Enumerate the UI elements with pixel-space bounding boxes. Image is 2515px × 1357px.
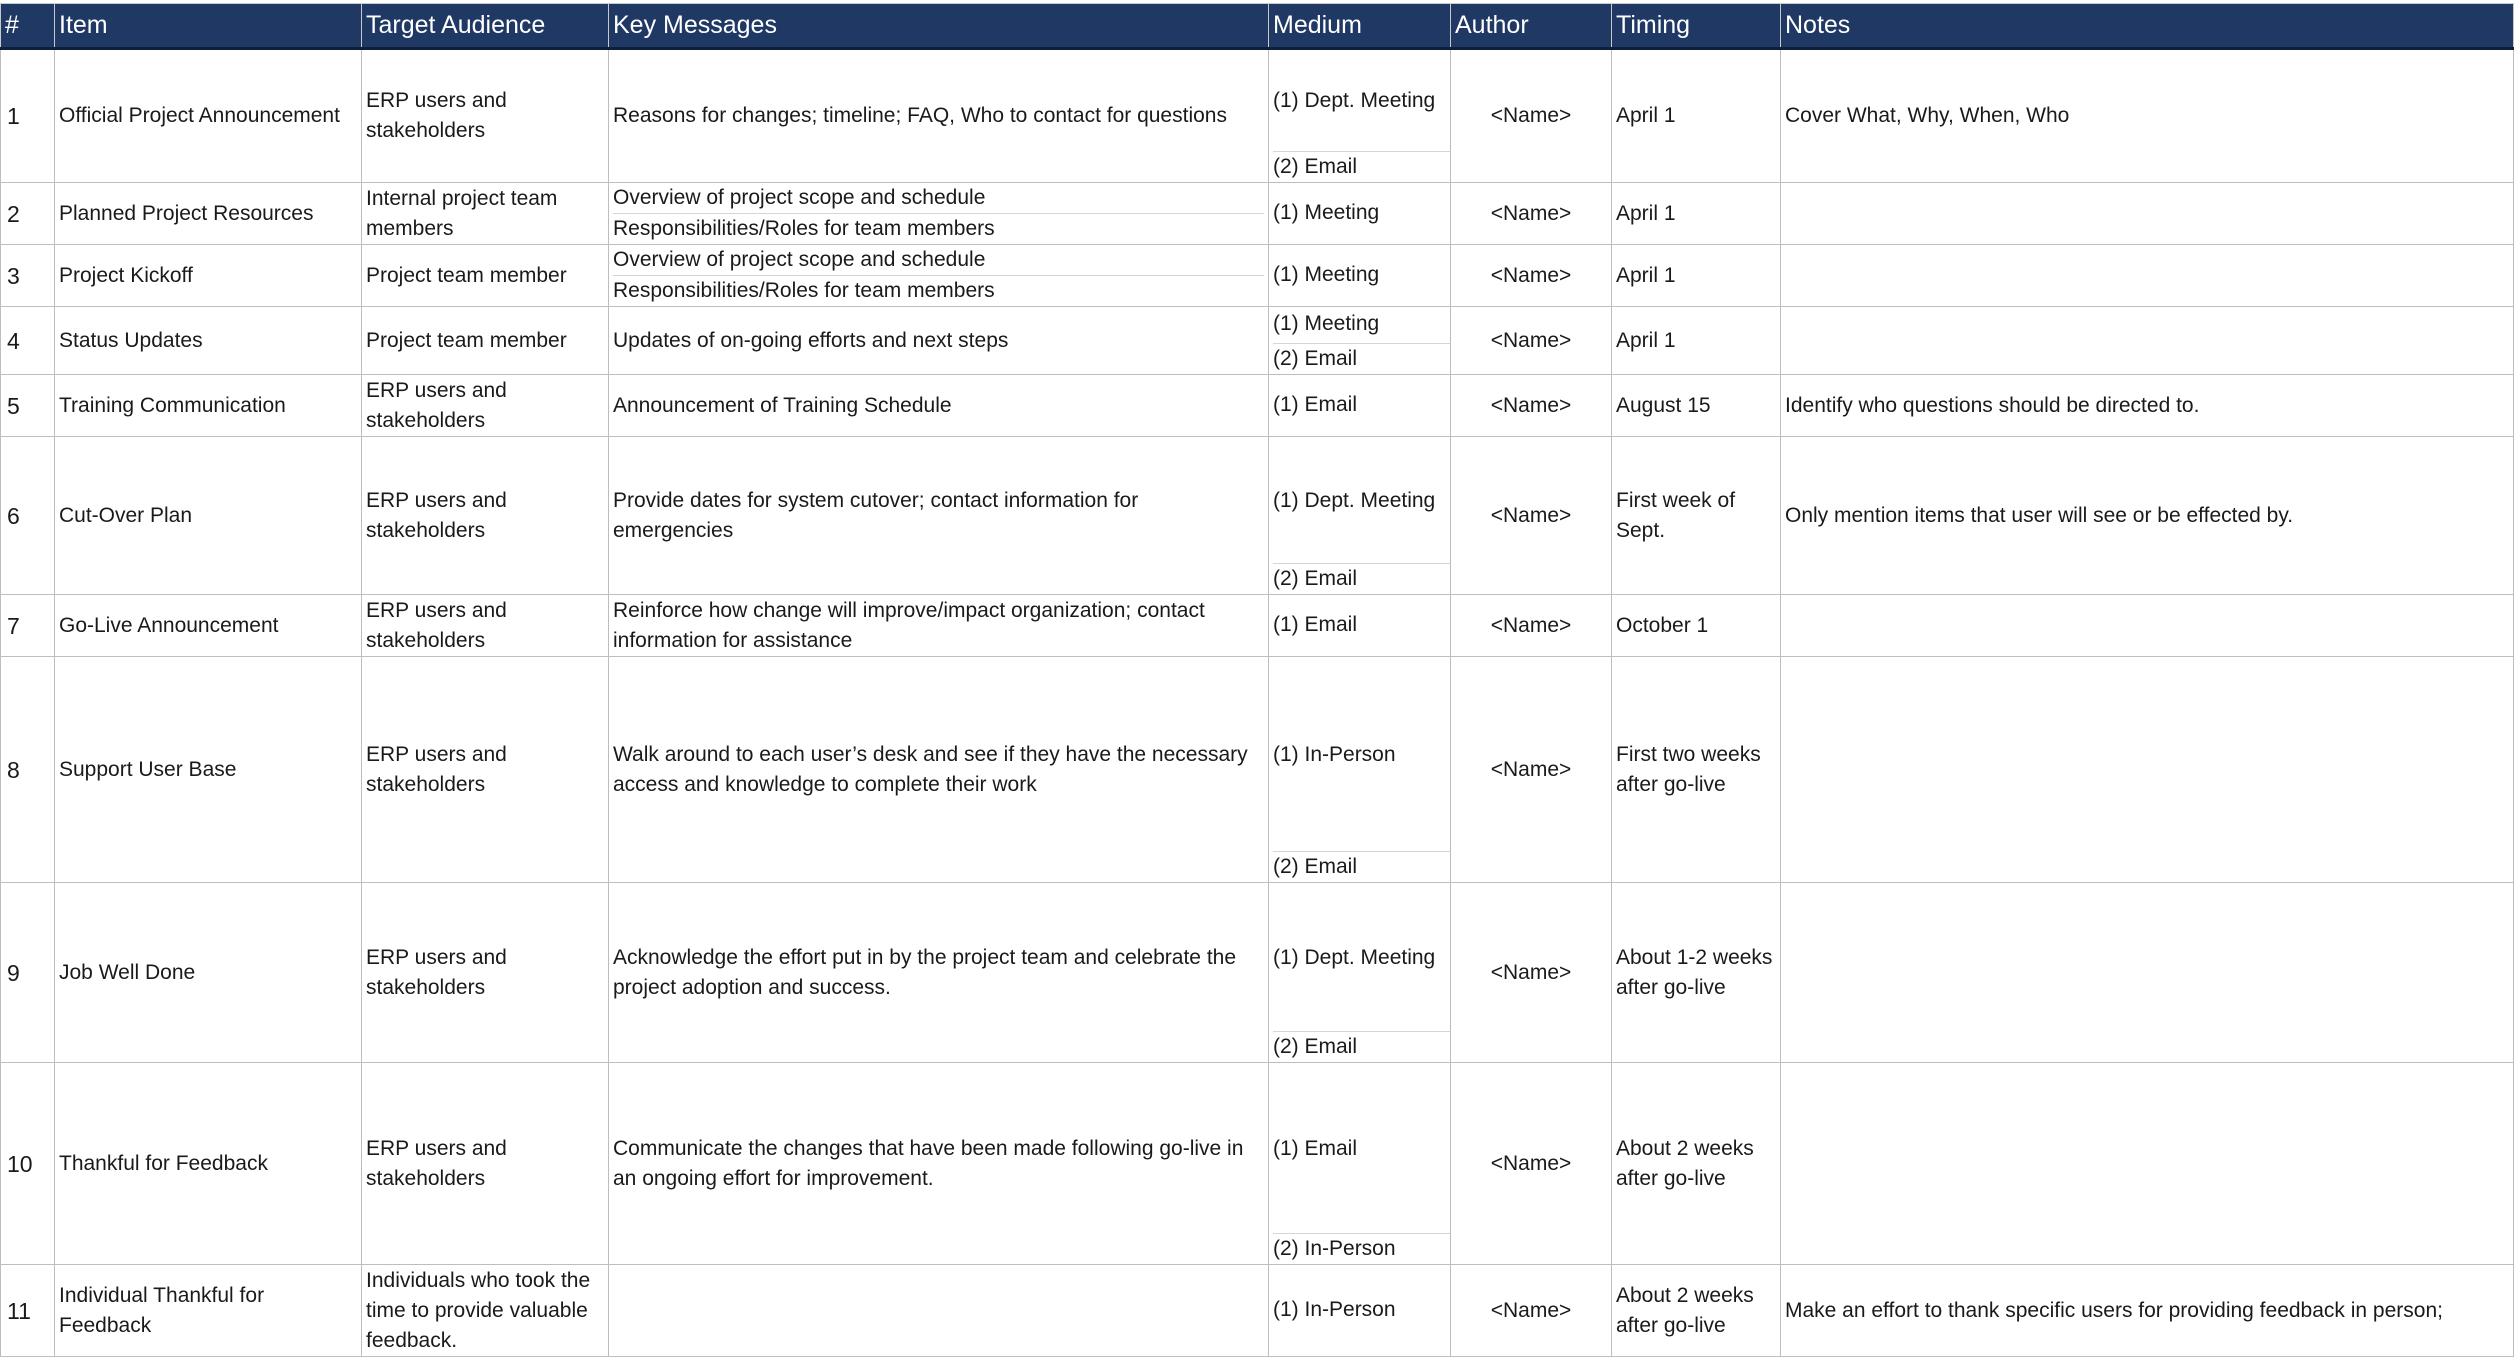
notes-cell[interactable] xyxy=(1781,883,2514,1063)
target-audience-cell[interactable]: ERP users and stakeholders xyxy=(362,49,609,183)
key-messages-list xyxy=(613,486,1264,546)
timing-cell[interactable]: April 1 xyxy=(1612,49,1781,183)
medium-cell[interactable] xyxy=(1269,245,1451,307)
notes-cell[interactable]: Identify who questions should be directed to. xyxy=(1781,375,2514,437)
key-message-line: Reinforce how change will improve/impact organization; contact information for assistance xyxy=(613,598,1205,652)
table-row xyxy=(1,49,2514,183)
medium-wrap xyxy=(1269,307,1450,374)
key-messages-list xyxy=(613,245,1264,306)
row-number-cell[interactable]: 10 xyxy=(1,1063,55,1265)
table-row xyxy=(1,183,2514,245)
header-author[interactable]: Author xyxy=(1451,4,1612,49)
header-row xyxy=(1,4,2514,49)
key-messages-cell[interactable] xyxy=(609,657,1269,883)
item-cell[interactable]: Individual Thankful for Feedback xyxy=(55,1265,362,1357)
medium-cell[interactable] xyxy=(1269,375,1451,437)
medium-primary: (1) In-Person xyxy=(1273,743,1396,766)
item-cell[interactable]: Job Well Done xyxy=(55,883,362,1063)
header-medium[interactable]: Medium xyxy=(1269,4,1451,49)
header-notes[interactable]: Notes xyxy=(1781,4,2514,49)
row-number-cell[interactable]: 6 xyxy=(1,437,55,595)
medium-wrap xyxy=(1269,183,1450,244)
key-messages-list xyxy=(613,183,1264,244)
key-message-line: Reasons for changes; timeline; FAQ, Who to contact for questions xyxy=(613,104,1227,127)
target-audience-cell[interactable]: ERP users and stakeholders xyxy=(362,657,609,883)
medium-secondary: (2) In-Person xyxy=(1273,1233,1450,1264)
author-cell[interactable]: <Name> xyxy=(1451,657,1612,883)
medium-primary: (1) Dept. Meeting xyxy=(1273,946,1436,969)
table-row xyxy=(1,437,2514,595)
medium-secondary: (2) Email xyxy=(1273,343,1450,374)
item-cell[interactable]: Support User Base xyxy=(55,657,362,883)
author-cell[interactable]: <Name> xyxy=(1451,307,1612,375)
key-messages-cell[interactable] xyxy=(609,883,1269,1063)
key-messages-list xyxy=(613,101,1264,131)
key-message-line: Announcement of Training Schedule xyxy=(613,393,952,417)
notes-cell[interactable] xyxy=(1781,183,2514,245)
row-number-cell[interactable]: 4 xyxy=(1,307,55,375)
medium-wrap xyxy=(1269,1063,1450,1264)
author-cell[interactable]: <Name> xyxy=(1451,1063,1612,1265)
key-messages-list xyxy=(613,1134,1264,1194)
table-row xyxy=(1,1063,2514,1265)
author-cell[interactable]: <Name> xyxy=(1451,375,1612,437)
notes-cell[interactable] xyxy=(1781,245,2514,307)
header-target-audience[interactable]: Target Audience xyxy=(362,4,609,49)
medium-wrap xyxy=(1269,50,1450,182)
table-row xyxy=(1,1265,2514,1357)
author-cell[interactable]: <Name> xyxy=(1451,437,1612,595)
medium-primary: (1) Meeting xyxy=(1273,201,1380,224)
medium-primary: (1) Meeting xyxy=(1273,263,1380,286)
target-audience-cell[interactable]: Project team member xyxy=(362,307,609,375)
medium-wrap xyxy=(1269,245,1450,306)
item-cell[interactable]: Official Project Announcement xyxy=(55,49,362,183)
target-audience-cell[interactable]: ERP users and stakeholders xyxy=(362,437,609,595)
author-cell[interactable]: <Name> xyxy=(1451,595,1612,657)
key-message-line: Responsibilities/Roles for team members xyxy=(613,275,1264,306)
header-item[interactable]: Item xyxy=(55,4,362,49)
target-audience-cell[interactable]: Project team member xyxy=(362,245,609,307)
medium-primary: (1) In-Person xyxy=(1273,1298,1396,1321)
key-messages-cell[interactable] xyxy=(609,245,1269,307)
medium-wrap xyxy=(1269,657,1450,882)
key-message-line: Provide dates for system cutover; contact information for emergencies xyxy=(613,488,1139,542)
key-message-line: Overview of project scope and schedule xyxy=(613,248,986,271)
medium-cell[interactable] xyxy=(1269,1265,1451,1357)
medium-wrap xyxy=(1269,1265,1450,1356)
row-number-cell[interactable]: 3 xyxy=(1,245,55,307)
medium-cell[interactable] xyxy=(1269,883,1451,1063)
author-cell[interactable]: <Name> xyxy=(1451,49,1612,183)
medium-secondary: (2) Email xyxy=(1273,851,1450,882)
item-cell[interactable]: Go-Live Announcement xyxy=(55,595,362,657)
key-messages-list xyxy=(613,326,1264,356)
key-messages-cell[interactable] xyxy=(609,595,1269,657)
timing-cell[interactable]: August 15 xyxy=(1612,375,1781,437)
medium-primary: (1) Meeting xyxy=(1273,312,1380,335)
key-messages-cell[interactable] xyxy=(609,1265,1269,1357)
item-cell[interactable]: Status Updates xyxy=(55,307,362,375)
author-cell[interactable]: <Name> xyxy=(1451,245,1612,307)
row-number-cell[interactable]: 2 xyxy=(1,183,55,245)
row-number-cell[interactable]: 7 xyxy=(1,595,55,657)
key-messages-cell[interactable] xyxy=(609,375,1269,437)
row-number-cell[interactable]: 11 xyxy=(1,1265,55,1357)
notes-cell[interactable] xyxy=(1781,307,2514,375)
notes-cell[interactable]: Make an effort to thank specific users for providing feedback in person; xyxy=(1781,1265,2514,1357)
item-cell[interactable]: Training Communication xyxy=(55,375,362,437)
medium-cell[interactable] xyxy=(1269,49,1451,183)
medium-wrap xyxy=(1269,375,1450,436)
author-cell[interactable]: <Name> xyxy=(1451,1265,1612,1357)
notes-cell[interactable]: Only mention items that user will see or be effected by. xyxy=(1781,437,2514,595)
notes-cell[interactable] xyxy=(1781,1063,2514,1265)
medium-cell[interactable] xyxy=(1269,307,1451,375)
table-row xyxy=(1,375,2514,437)
medium-cell[interactable] xyxy=(1269,595,1451,657)
medium-primary: (1) Email xyxy=(1273,613,1358,636)
header-key-messages[interactable]: Key Messages xyxy=(609,4,1269,49)
key-messages-list xyxy=(613,740,1264,800)
target-audience-cell[interactable]: ERP users and stakeholders xyxy=(362,595,609,657)
key-messages-cell[interactable] xyxy=(609,307,1269,375)
notes-cell[interactable]: Cover What, Why, When, Who xyxy=(1781,49,2514,183)
key-message-line: Acknowledge the effort put in by the project team and celebrate the project adoption and success. xyxy=(613,945,1237,999)
table-row xyxy=(1,245,2514,307)
communication-plan-sheet xyxy=(0,3,2514,1357)
medium-cell[interactable] xyxy=(1269,1063,1451,1265)
key-message-line: Updates of on-going efforts and next steps xyxy=(613,328,1009,352)
target-audience-cell[interactable]: Individuals who took the time to provide valuable feedback. xyxy=(362,1265,609,1357)
table-row xyxy=(1,657,2514,883)
timing-cell[interactable]: October 1 xyxy=(1612,595,1781,657)
medium-wrap xyxy=(1269,883,1450,1062)
header-number[interactable]: # xyxy=(1,4,55,49)
author-cell[interactable]: <Name> xyxy=(1451,183,1612,245)
timing-cell[interactable]: About 1-2 weeks after go-live xyxy=(1612,883,1781,1063)
key-message-line: Walk around to each user’s desk and see if they have the necessary access and knowledge to complete their work xyxy=(613,742,1248,796)
row-number-cell[interactable]: 1 xyxy=(1,49,55,183)
timing-cell[interactable]: First two weeks after go-live xyxy=(1612,657,1781,883)
notes-cell[interactable] xyxy=(1781,657,2514,883)
table-row xyxy=(1,883,2514,1063)
medium-primary: (1) Dept. Meeting xyxy=(1273,489,1436,512)
item-cell[interactable]: Cut-Over Plan xyxy=(55,437,362,595)
author-cell[interactable]: <Name> xyxy=(1451,883,1612,1063)
timing-cell[interactable]: April 1 xyxy=(1612,307,1781,375)
medium-cell[interactable] xyxy=(1269,657,1451,883)
key-messages-list xyxy=(613,596,1264,656)
medium-wrap xyxy=(1269,437,1450,594)
key-message-line: Communicate the changes that have been made following go-live in an ongoing effort for improvement. xyxy=(613,1136,1244,1190)
key-messages-list xyxy=(613,943,1264,1003)
communication-plan-table xyxy=(0,3,2514,1357)
key-message-line: Overview of project scope and schedule xyxy=(613,186,986,209)
medium-secondary: (2) Email xyxy=(1273,1031,1450,1062)
target-audience-cell[interactable]: ERP users and stakeholders xyxy=(362,1063,609,1265)
row-number-cell[interactable]: 9 xyxy=(1,883,55,1063)
item-cell[interactable]: Planned Project Resources xyxy=(55,183,362,245)
medium-primary: (1) Email xyxy=(1273,393,1358,416)
target-audience-cell[interactable]: ERP users and stakeholders xyxy=(362,883,609,1063)
timing-cell[interactable]: About 2 weeks after go-live xyxy=(1612,1063,1781,1265)
key-messages-cell[interactable] xyxy=(609,183,1269,245)
key-message-line: Responsibilities/Roles for team members xyxy=(613,213,1264,244)
target-audience-cell[interactable]: ERP users and stakeholders xyxy=(362,375,609,437)
header-timing[interactable]: Timing xyxy=(1612,4,1781,49)
notes-cell[interactable] xyxy=(1781,595,2514,657)
table-row xyxy=(1,307,2514,375)
key-messages-list xyxy=(613,391,1264,421)
timing-cell[interactable]: April 1 xyxy=(1612,183,1781,245)
key-messages-cell[interactable] xyxy=(609,49,1269,183)
item-cell[interactable]: Thankful for Feedback xyxy=(55,1063,362,1265)
key-messages-cell[interactable] xyxy=(609,437,1269,595)
medium-secondary: (2) Email xyxy=(1273,151,1450,182)
item-cell[interactable]: Project Kickoff xyxy=(55,245,362,307)
medium-primary: (1) Dept. Meeting xyxy=(1273,89,1436,112)
medium-cell[interactable] xyxy=(1269,183,1451,245)
table-row xyxy=(1,595,2514,657)
medium-secondary: (2) Email xyxy=(1273,563,1450,594)
target-audience-cell[interactable]: Internal project team members xyxy=(362,183,609,245)
timing-cell[interactable]: About 2 weeks after go-live xyxy=(1612,1265,1781,1357)
key-messages-cell[interactable] xyxy=(609,1063,1269,1265)
medium-primary: (1) Email xyxy=(1273,1137,1358,1160)
medium-wrap xyxy=(1269,595,1450,656)
timing-cell[interactable]: April 1 xyxy=(1612,245,1781,307)
row-number-cell[interactable]: 5 xyxy=(1,375,55,437)
medium-cell[interactable] xyxy=(1269,437,1451,595)
timing-cell[interactable]: First week of Sept. xyxy=(1612,437,1781,595)
row-number-cell[interactable]: 8 xyxy=(1,657,55,883)
